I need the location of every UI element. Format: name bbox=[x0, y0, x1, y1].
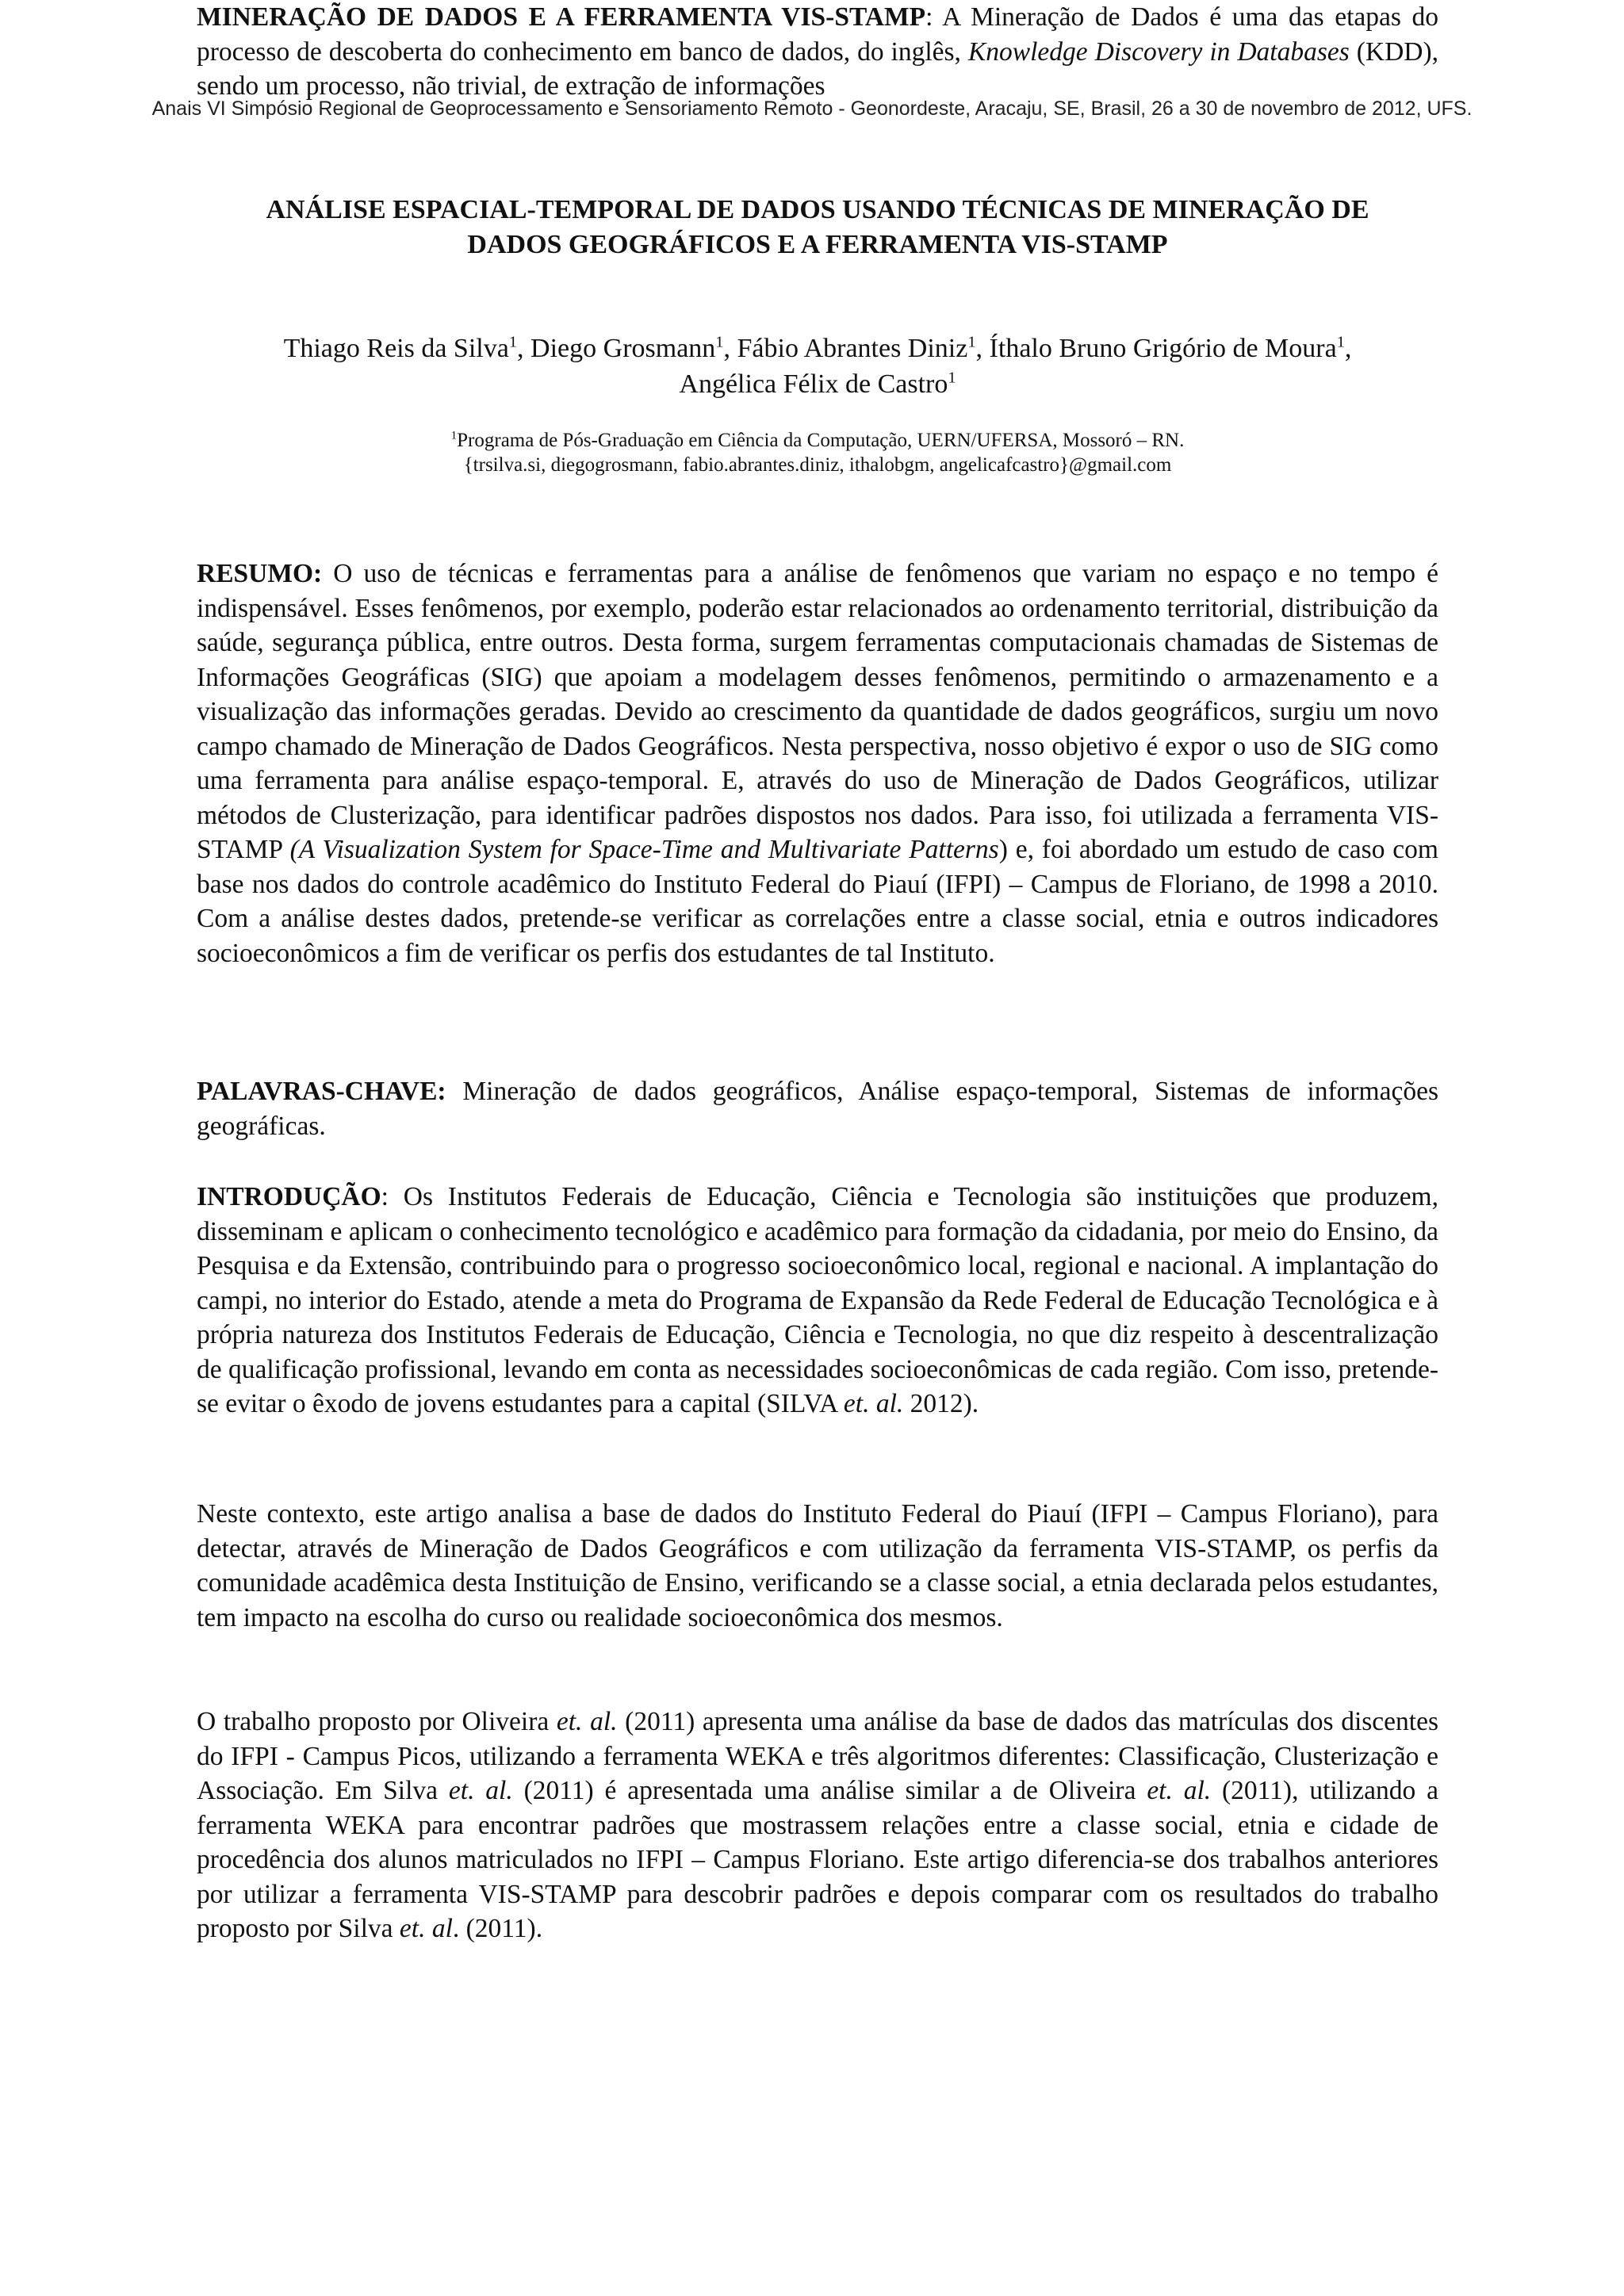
context-section bbox=[197, 1497, 1438, 1635]
author-name: , Fábio Abrantes Diniz bbox=[723, 334, 968, 363]
citation-etal: et. al. bbox=[843, 1389, 904, 1418]
affiliation-mark: 1 bbox=[450, 429, 458, 442]
author-affiliation-mark: 1 bbox=[1336, 333, 1345, 351]
citation-etal: et. al bbox=[399, 1914, 453, 1943]
related-text: (2011) apresenta uma análise da base de dados das matrículas dos discentes do IFPI - Campus Picos, utilizando a ferramenta WEKA e três algoritmos diferentes: Classificação, Clusterização e Associação. Em Silva bbox=[197, 1707, 1438, 1805]
data-mining-text-cont: (KDD), sendo um processo, não trivial, de extração de informações bbox=[197, 36, 1438, 101]
data-mining-text: : A Mineração de Dados é uma das etapas do processo de descoberta do conhecimento em banco de dados, do inglês, bbox=[197, 2, 1438, 67]
authors-block bbox=[197, 331, 1438, 402]
citation-etal: et. al. bbox=[448, 1776, 513, 1805]
paper-title bbox=[197, 193, 1438, 262]
introduction-label: INTRODUÇÃO bbox=[197, 1182, 381, 1211]
affiliation-text: Programa de Pós-Graduação em Ciência da Computação, UERN/UFERSA, Mossoró – RN. bbox=[457, 430, 1185, 451]
authors-line-2 bbox=[197, 366, 1438, 402]
keywords-paragraph bbox=[197, 1074, 1438, 1143]
abstract-italic: (A Visualization System for Space-Time and Multivariate Patterns bbox=[289, 835, 999, 864]
authors-line-1 bbox=[197, 331, 1438, 366]
kdd-term: Knowledge Discovery in Databases bbox=[967, 36, 1350, 67]
author-name: Angélica Félix de Castro bbox=[679, 369, 948, 399]
citation-etal: et. al. bbox=[1147, 1776, 1212, 1805]
related-text: (2011), utilizando a ferramenta WEKA para encontrar padrões que mostrassem relações entre a classe social, etnia e cidade de procedência dos alunos matriculados no IFPI – Campus Floriano. Este artigo diferencia-se dos trabalhos anteriores por utilizar a ferramenta VIS-STAMP para descobrir padrões e depois comparar com os resultados do trabalho proposto por Silva bbox=[197, 1776, 1439, 1943]
related-text: . (2011). bbox=[452, 1914, 543, 1943]
data-mining-section bbox=[197, 0, 1438, 104]
context-paragraph: Neste contexto, este artigo analisa a base de dados do Instituto Federal do Piauí (IFPI – Campus Floriano), para detectar, através de Mineração de Dados Geográficos e com utilização da ferramenta VIS-STAMP, os perfis da comunidade acadêmica desta Instituição de Ensino, verificando se a classe social, a etnia declarada pelos estudantes, tem impacto na escolha do curso ou realidade socioeconômica dos mesmos. bbox=[197, 1499, 1438, 1632]
author-affiliation-mark: 1 bbox=[715, 333, 724, 351]
affiliation-program bbox=[197, 428, 1438, 453]
author-affiliation-mark: 1 bbox=[967, 333, 976, 351]
citation-etal: et. al. bbox=[556, 1707, 618, 1736]
author-name: , Íthalo Bruno Grigório de Moura bbox=[975, 334, 1337, 363]
author-affiliation-mark: 1 bbox=[508, 333, 518, 351]
keywords-section bbox=[197, 1074, 1438, 1143]
title-line-1: ANÁLISE ESPACIAL-TEMPORAL DE DADOS USANDO TÉCNICAS DE MINERAÇÃO DE bbox=[266, 195, 1369, 224]
related-text: O trabalho proposto por Oliveira bbox=[197, 1707, 557, 1736]
author-affiliation-mark: 1 bbox=[948, 369, 956, 387]
introduction-section bbox=[197, 1180, 1438, 1422]
author-name: , Diego Grosmann bbox=[517, 334, 716, 363]
abstract-paragraph bbox=[197, 557, 1438, 970]
author-name: Thiago Reis da Silva bbox=[283, 334, 509, 363]
related-work-section bbox=[197, 1705, 1438, 1946]
abstract-text-cont: ) e, foi abordado um estudo de caso com base nos dados do controle acadêmico do Instituto Federal do Piauí (IFPI) – Campus de Floriano, de 1998 a 2010. Com a análise destes dados, pretende-se verificar as correlações entre a classe social, etnia e outros indicadores socioeconômicos a fim de verificar os perfis dos estudantes de tal Instituto. bbox=[197, 835, 1438, 968]
affiliation-emails: {trsilva.si, diegogrosmann, fabio.abrantes.diniz, ithalobgm, angelicafcastro}@gmail.com bbox=[463, 454, 1172, 476]
related-text: (2011) é apresentada uma análise similar a de Oliveira bbox=[512, 1776, 1147, 1805]
keywords-label: PALAVRAS-CHAVE: bbox=[197, 1077, 446, 1106]
author-separator: , bbox=[1344, 334, 1352, 363]
keywords-text: Mineração de dados geográficos, Análise espaço-temporal, Sistemas de informações geográficas. bbox=[197, 1077, 1438, 1141]
data-mining-paragraph bbox=[197, 0, 1438, 104]
introduction-text-end: 2012). bbox=[903, 1389, 979, 1418]
abstract-label: RESUMO: bbox=[197, 559, 323, 588]
introduction-paragraph bbox=[197, 1180, 1438, 1422]
affiliation-block bbox=[197, 428, 1438, 477]
introduction-text: : Os Institutos Federais de Educação, Ciência e Tecnologia são instituições que produzem, disseminam e aplicam o conhecimento tecnológico e acadêmico para formação da cidadania, por meio do Ensino, da Pesquisa e da Extensão, contribuindo para o progresso socioeconômico local, regional e nacional. A implantação do campi, no interior do Estado, atende a meta do Programa de Expansão da Rede Federal de Educação Tecnológica e à própria natureza dos Institutos Federais de Educação, Ciência e Tecnologia, no que diz respeito à descentralização de qualificação profissional, levando em conta as necessidades socioeconômicas de cada região. Com isso, pretende-se evitar o êxodo de jovens estudantes para a capital (SILVA bbox=[197, 1182, 1438, 1418]
conference-header: Anais VI Simpósio Regional de Geoprocessamento e Sensoriamento Remoto - Geonordeste, Aracaju, SE, Brasil, 26 a 30 de novembro de 2012, UFS. bbox=[151, 98, 1473, 120]
abstract-text: O uso de técnicas e ferramentas para a análise de fenômenos que variam no espaço e no tempo é indispensável. Esses fenômenos, por exemplo, poderão estar relacionados ao ordenamento territorial, distribuição da saúde, segurança pública, entre outros. Desta forma, surgem ferramentas computacionais chamadas de Sistemas de Informações Geográficas (SIG) que apoiam a modelagem desses fenômenos, permitindo o armazenamento e a visualização das informações geradas. Devido ao crescimento da quantidade de dados geográficos, surgiu um novo campo chamado de Mineração de Dados Geográficos. Nesta perspectiva, nosso objetivo é expor o uso de SIG como uma ferramenta para análise espaço-temporal. E, através do uso de Mineração de Dados Geográficos, utilizar métodos de Clusterização, para identificar padrões dispostos nos dados. Para isso, foi utilizada a ferramenta VIS-STAMP bbox=[197, 559, 1438, 864]
data-mining-label: MINERAÇÃO DE DADOS E A FERRAMENTA VIS-STAMP bbox=[197, 2, 926, 32]
title-line-2: DADOS GEOGRÁFICOS E A FERRAMENTA VIS-STAMP bbox=[467, 230, 1168, 259]
abstract-section bbox=[197, 557, 1438, 970]
related-work-paragraph bbox=[197, 1705, 1438, 1946]
